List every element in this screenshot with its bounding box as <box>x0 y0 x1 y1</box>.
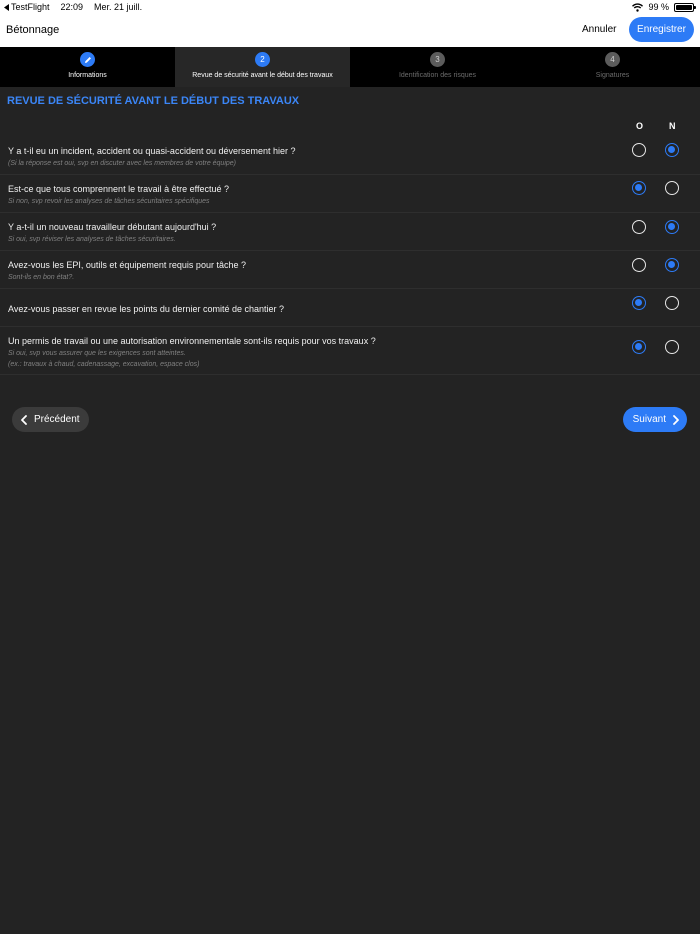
radio-non[interactable] <box>665 340 679 354</box>
step-1-circle <box>80 52 95 67</box>
status-date: Mer. 21 juill. <box>94 2 143 12</box>
battery-icon <box>674 3 694 12</box>
back-triangle-icon <box>4 4 9 11</box>
next-button-label: Suivant <box>632 414 666 425</box>
pencil-icon <box>84 56 92 64</box>
radio-non[interactable] <box>665 296 679 310</box>
question-text <box>8 146 296 169</box>
question-row <box>0 213 700 251</box>
previous-button-label: Précédent <box>34 414 80 425</box>
step-4-circle: 4 <box>605 52 620 67</box>
radio-non[interactable] <box>665 220 679 234</box>
question-hint-example: (ex.: travaux à chaud, cadenassage, excavation, espace clos) <box>8 361 200 368</box>
cancel-button[interactable]: Annuler <box>582 24 617 35</box>
page-title: Bétonnage <box>6 24 60 36</box>
question-title: Y a t-il eu un incident, accident ou quasi-accident ou déversement hier ? <box>8 146 296 156</box>
battery-percent: 99 % <box>648 2 669 12</box>
radio-oui[interactable] <box>632 220 646 234</box>
navigation-bar <box>0 14 700 47</box>
chevron-right-icon <box>672 415 680 425</box>
step-label: Signatures <box>595 72 630 79</box>
question-hint: Si oui, svp vous assurer que les exigences sont atteintes. <box>8 350 186 357</box>
question-text <box>8 336 376 370</box>
save-button[interactable]: Enregistrer <box>629 17 694 42</box>
question-title: Un permis de travail ou une autorisation environnementale sont-ils requis pour vos travaux ? <box>8 336 376 346</box>
question-row <box>0 137 700 175</box>
step-label: Revue de sécurité avant le début des travaux <box>192 72 333 79</box>
column-header-non: N <box>669 121 676 131</box>
step-tabs <box>0 47 700 87</box>
radio-oui[interactable] <box>632 181 646 195</box>
question-text <box>8 184 229 207</box>
step-label: Identification des risques <box>398 72 477 79</box>
question-text <box>8 222 216 245</box>
wifi-icon <box>632 3 643 12</box>
status-bar <box>0 0 700 14</box>
back-to-app[interactable] <box>4 2 50 12</box>
step-3-circle: 3 <box>430 52 445 67</box>
question-text <box>8 260 246 283</box>
question-row <box>0 327 700 375</box>
step-informations[interactable] <box>0 47 175 87</box>
question-row <box>0 289 700 327</box>
radio-oui[interactable] <box>632 340 646 354</box>
radio-oui[interactable] <box>632 258 646 272</box>
step-revue-securite[interactable] <box>175 47 350 87</box>
next-button[interactable] <box>623 407 687 432</box>
question-title: Y a-t-il un nouveau travailleur débutant aujourd'hui ? <box>8 222 217 232</box>
step-label: Informations <box>68 72 107 79</box>
radio-oui[interactable] <box>632 296 646 310</box>
chevron-left-icon <box>20 415 28 425</box>
question-text <box>8 304 284 314</box>
previous-button[interactable] <box>12 407 89 432</box>
step-identification-risques[interactable] <box>350 47 525 87</box>
radio-oui[interactable] <box>632 143 646 157</box>
step-2-circle: 2 <box>255 52 270 67</box>
question-title: Avez-vous les EPI, outils et équipement requis pour tâche ? <box>8 260 246 270</box>
question-hint: Sont-ils en bon état?. <box>8 274 75 281</box>
question-hint: Si non, svp revoir les analyses de tâches sécuritaires spécifiques <box>8 198 210 205</box>
radio-non[interactable] <box>665 143 679 157</box>
question-row <box>0 175 700 213</box>
question-hint: (Si la réponse est oui, svp en discuter avec les membres de votre équipe) <box>8 160 237 167</box>
question-title: Avez-vous passer en revue les points du dernier comité de chantier ? <box>8 304 284 314</box>
radio-non[interactable] <box>665 258 679 272</box>
column-header-oui: O <box>636 121 644 131</box>
question-title: Est-ce que tous comprennent le travail à être effectué ? <box>8 184 229 194</box>
status-time: 22:09 <box>60 2 84 12</box>
question-row <box>0 251 700 289</box>
question-hint: Si oui, svp réviser les analyses de tâches sécuritaires. <box>8 236 176 243</box>
radio-non[interactable] <box>665 181 679 195</box>
step-signatures[interactable] <box>525 47 700 87</box>
section-title: REVUE DE SÉCURITÉ AVANT LE DÉBUT DES TRAVAUX <box>7 95 300 107</box>
back-app-label: TestFlight <box>11 2 50 12</box>
